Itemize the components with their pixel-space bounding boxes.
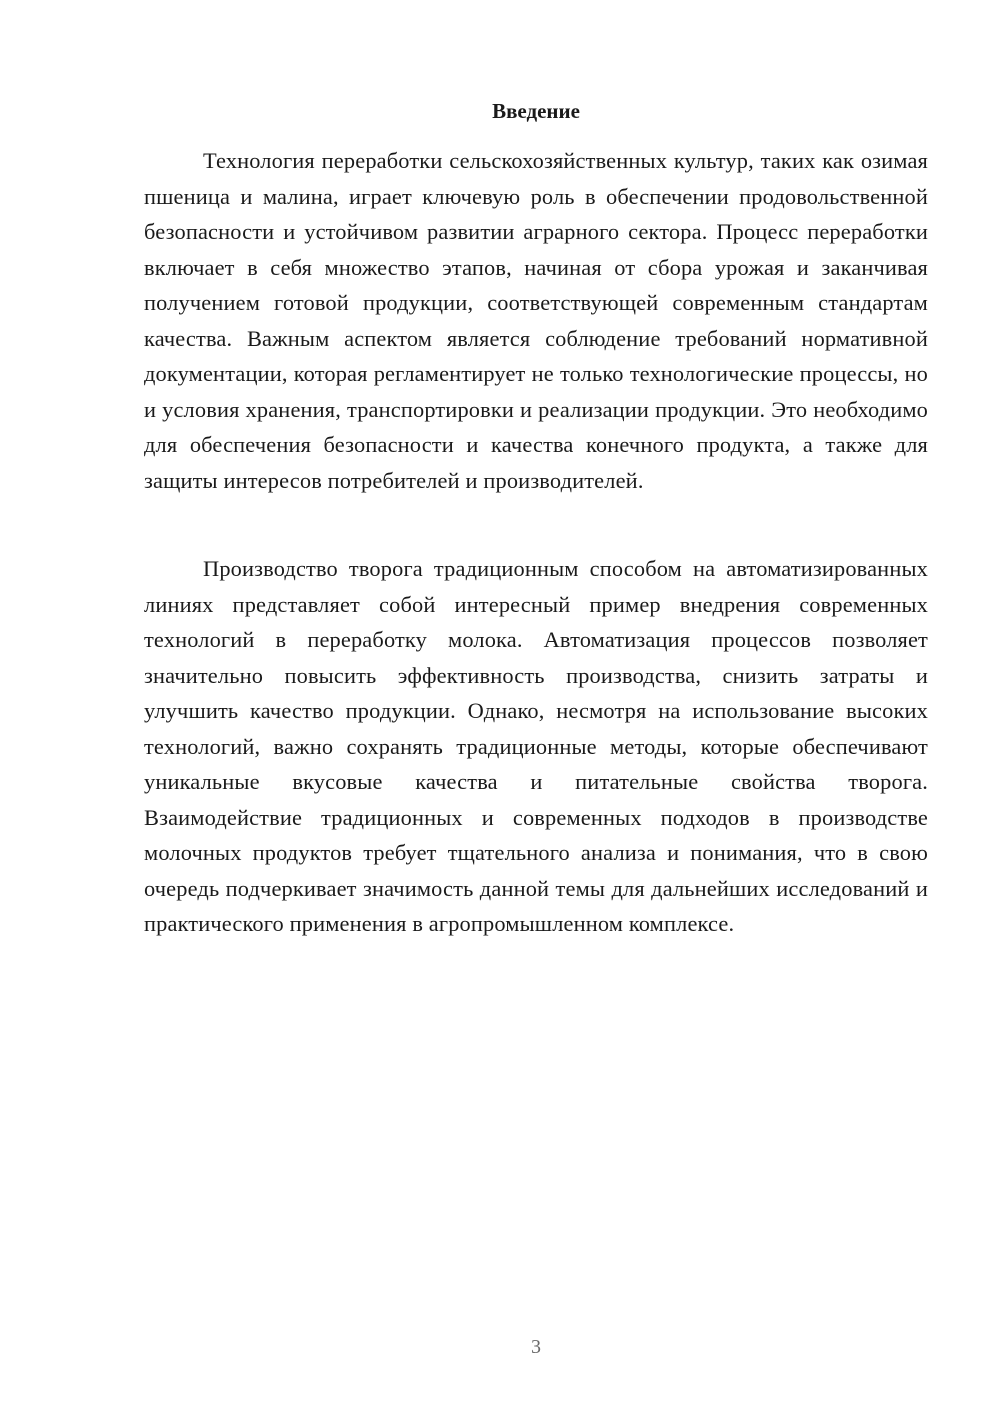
paragraph-2: Производство творога традиционным способом на автоматизированных линиях представляет собой интересный пример внедрения современных технологий в переработку молока. Автоматизация процессов позволяет значительно повысить эффективность производства, снизить затраты и улучшить качество продукции. Однако, несмотря на использование высоких технологий, важно сохранять традиционные методы, которые обеспечивают уникальные вкусовые качества и питательные свойства творога. Взаимодействие традиционных и современных подходов в производстве молочных продуктов требует тщательного анализа и понимания, что в свою очередь подчеркивает значимость данной темы для дальнейших исследований и практического применения в агропромышленном комплексе. [144, 556, 928, 936]
paragraph-1: Технология переработки сельскохозяйственных культур, таких как озимая пшеница и малина, играет ключевую роль в обеспечении продовольственной безопасности и устойчивом развитии аграрного сектора. Процесс переработки включает в себя множество этапов, начиная от сбора урожая и заканчивая получением готовой продукции, соответствующей современным стандартам качества. Важным аспектом является соблюдение требований нормативной документации, которая регламентирует не только технологические процессы, но и условия хранения, транспортировки и реализации продукции. Это необходимо для обеспечения безопасности и качества конечного продукта, а также для защиты интересов потребителей и производителей. [144, 148, 928, 493]
section-heading: Введение [492, 99, 580, 123]
page-number: 3 [531, 1336, 541, 1358]
